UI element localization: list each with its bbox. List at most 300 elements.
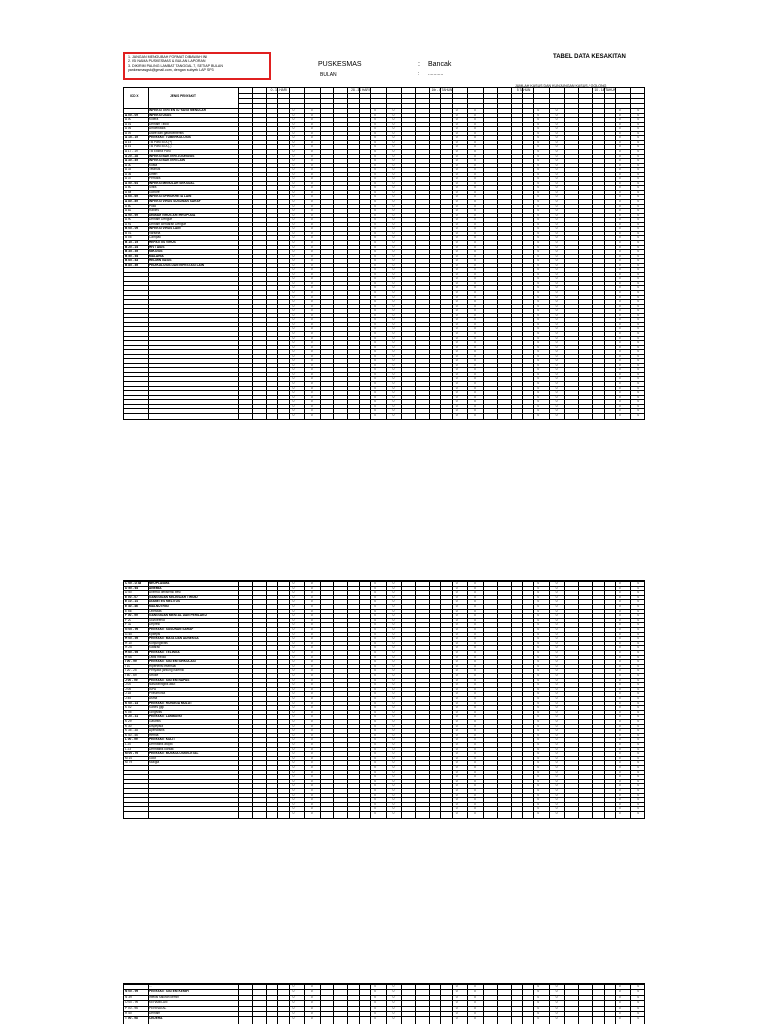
case-count-cell[interactable]: 0 (637, 696, 640, 700)
case-count-cell[interactable]: 0 (455, 108, 458, 112)
case-count-cell[interactable]: 0 (618, 199, 621, 203)
case-count-cell[interactable]: 0 (292, 394, 295, 399)
case-count-cell[interactable]: 0 (292, 668, 295, 673)
case-count-cell[interactable]: 0 (392, 385, 395, 390)
case-count-cell[interactable]: 0 (292, 108, 295, 112)
case-count-cell[interactable]: 0 (292, 303, 295, 308)
case-count-cell[interactable]: 0 (474, 792, 476, 797)
case-count-cell[interactable]: 0 (374, 130, 377, 135)
case-count-cell[interactable]: 0 (618, 162, 621, 167)
case-count-cell[interactable]: 0 (374, 258, 377, 263)
case-count-cell[interactable]: 0 (292, 235, 295, 240)
case-count-cell[interactable]: 0 (637, 253, 640, 258)
case-count-cell[interactable]: 0 (374, 1000, 377, 1005)
case-count-cell[interactable]: 0 (374, 604, 377, 608)
case-count-cell[interactable]: 0 (618, 112, 621, 117)
case-count-cell[interactable]: 0 (310, 185, 313, 190)
case-count-cell[interactable]: 0 (474, 249, 476, 254)
case-count-cell[interactable]: 0 (392, 673, 395, 677)
case-count-cell[interactable]: 0 (618, 303, 621, 308)
case-count-cell[interactable]: 0 (618, 797, 621, 802)
case-count-cell[interactable]: 0 (637, 276, 640, 281)
case-count-cell[interactable]: 0 (455, 645, 458, 650)
case-count-cell[interactable]: 0 (392, 312, 395, 317)
case-count-cell[interactable]: 0 (310, 126, 313, 131)
case-count-cell[interactable]: 0 (474, 362, 476, 367)
case-count-cell[interactable]: 0 (474, 627, 476, 631)
case-count-cell[interactable]: 0 (537, 171, 540, 176)
case-count-cell[interactable]: 0 (392, 126, 395, 131)
case-count-cell[interactable]: 0 (474, 751, 476, 756)
case-count-cell[interactable]: 0 (537, 235, 540, 240)
case-count-cell[interactable]: 0 (537, 677, 540, 682)
case-count-cell[interactable]: 0 (374, 686, 377, 691)
case-count-cell[interactable]: 0 (474, 330, 476, 335)
case-count-cell[interactable]: 0 (555, 194, 558, 199)
case-count-cell[interactable]: 0 (292, 390, 295, 395)
case-count-cell[interactable]: 0 (637, 148, 640, 153)
case-count-cell[interactable]: 0 (618, 381, 621, 385)
case-count-cell[interactable]: 0 (374, 408, 377, 413)
case-count-cell[interactable]: 0 (537, 585, 540, 590)
case-count-cell[interactable]: 0 (310, 371, 313, 376)
case-count-cell[interactable]: 0 (292, 112, 295, 117)
case-count-cell[interactable]: 0 (374, 144, 377, 149)
case-count-cell[interactable]: 0 (392, 212, 395, 217)
case-count-cell[interactable]: 0 (392, 290, 395, 294)
case-count-cell[interactable]: 0 (374, 645, 377, 650)
case-count-cell[interactable]: 0 (555, 700, 558, 705)
case-count-cell[interactable]: 0 (637, 171, 640, 176)
case-count-cell[interactable]: 0 (310, 594, 313, 599)
case-count-cell[interactable]: 0 (537, 700, 540, 705)
case-count-cell[interactable]: 0 (374, 403, 377, 408)
case-count-cell[interactable]: 0 (555, 783, 558, 788)
case-count-cell[interactable]: 0 (455, 153, 458, 158)
case-count-cell[interactable]: 0 (455, 631, 458, 636)
case-count-cell[interactable]: 0 (637, 340, 640, 345)
case-count-cell[interactable]: 0 (637, 806, 640, 811)
case-count-cell[interactable]: 0 (618, 723, 621, 728)
case-count-cell[interactable]: 0 (537, 737, 540, 742)
case-count-cell[interactable]: 0 (537, 385, 540, 390)
case-count-cell[interactable]: 0 (455, 203, 458, 208)
case-count-cell[interactable]: 0 (637, 719, 640, 723)
case-count-cell[interactable]: 0 (392, 358, 395, 363)
case-count-cell[interactable]: 0 (555, 599, 558, 604)
case-count-cell[interactable]: 0 (455, 412, 458, 417)
case-count-cell[interactable]: 0 (392, 139, 395, 144)
case-count-cell[interactable]: 0 (455, 650, 458, 654)
case-count-cell[interactable]: 0 (310, 330, 313, 335)
case-count-cell[interactable]: 0 (637, 751, 640, 756)
case-count-cell[interactable]: 0 (392, 627, 395, 631)
case-count-cell[interactable]: 0 (310, 199, 313, 203)
case-count-cell[interactable]: 0 (292, 317, 295, 322)
case-count-cell[interactable]: 0 (637, 394, 640, 399)
bulan-value[interactable]: ........... (428, 71, 444, 77)
case-count-cell[interactable]: 0 (618, 117, 621, 122)
case-count-cell[interactable]: 0 (455, 262, 458, 267)
case-count-cell[interactable]: 0 (537, 412, 540, 417)
case-count-cell[interactable]: 0 (555, 139, 558, 144)
case-count-cell[interactable]: 0 (555, 280, 558, 285)
case-count-cell[interactable]: 0 (618, 385, 621, 390)
case-count-cell[interactable]: 0 (618, 709, 621, 714)
case-count-cell[interactable]: 0 (392, 719, 395, 723)
case-count-cell[interactable]: 0 (310, 362, 313, 367)
case-count-cell[interactable]: 0 (455, 719, 458, 723)
case-count-cell[interactable]: 0 (455, 221, 458, 226)
case-count-cell[interactable]: 0 (292, 376, 295, 381)
case-count-cell[interactable]: 0 (637, 258, 640, 263)
case-count-cell[interactable]: 0 (455, 737, 458, 742)
case-count-cell[interactable]: 0 (310, 280, 313, 285)
case-count-cell[interactable]: 0 (455, 636, 458, 641)
case-count-cell[interactable]: 0 (292, 271, 295, 276)
case-count-cell[interactable]: 0 (618, 230, 621, 235)
case-count-cell[interactable]: 0 (537, 608, 540, 613)
case-count-cell[interactable]: 0 (374, 691, 377, 696)
case-count-cell[interactable]: 0 (555, 371, 558, 376)
case-count-cell[interactable]: 0 (392, 130, 395, 135)
case-count-cell[interactable]: 0 (310, 230, 313, 235)
case-count-cell[interactable]: 0 (537, 294, 540, 299)
case-count-cell[interactable]: 0 (474, 594, 476, 599)
case-count-cell[interactable]: 0 (374, 340, 377, 345)
case-count-cell[interactable]: 0 (537, 208, 540, 213)
case-count-cell[interactable]: 0 (374, 709, 377, 714)
case-count-cell[interactable]: 0 (292, 1000, 295, 1005)
case-count-cell[interactable]: 0 (537, 244, 540, 249)
case-count-cell[interactable]: 0 (555, 654, 558, 659)
case-count-cell[interactable]: 0 (374, 253, 377, 258)
case-count-cell[interactable]: 0 (537, 353, 540, 358)
case-count-cell[interactable]: 0 (537, 709, 540, 714)
case-count-cell[interactable]: 0 (374, 622, 377, 627)
case-count-cell[interactable]: 0 (555, 117, 558, 122)
case-count-cell[interactable]: 0 (618, 645, 621, 650)
case-count-cell[interactable]: 0 (637, 1005, 640, 1010)
case-count-cell[interactable]: 0 (618, 989, 621, 994)
case-count-cell[interactable]: 0 (474, 403, 476, 408)
case-count-cell[interactable]: 0 (474, 599, 476, 604)
case-count-cell[interactable]: 0 (310, 765, 313, 769)
case-count-cell[interactable]: 0 (310, 262, 313, 267)
case-count-cell[interactable]: 0 (474, 253, 476, 258)
case-count-cell[interactable]: 0 (474, 317, 476, 322)
case-count-cell[interactable]: 0 (637, 760, 640, 765)
case-count-cell[interactable]: 0 (455, 788, 458, 792)
case-count-cell[interactable]: 0 (310, 112, 313, 117)
case-count-cell[interactable]: 0 (310, 604, 313, 608)
case-count-cell[interactable]: 0 (455, 199, 458, 203)
case-count-cell[interactable]: 0 (392, 1005, 395, 1010)
case-count-cell[interactable]: 0 (374, 811, 377, 815)
case-count-cell[interactable]: 0 (292, 686, 295, 691)
case-count-cell[interactable]: 0 (474, 371, 476, 376)
case-count-cell[interactable]: 0 (474, 167, 476, 172)
case-count-cell[interactable]: 0 (555, 326, 558, 331)
case-count-cell[interactable]: 0 (555, 590, 558, 595)
case-count-cell[interactable]: 0 (618, 673, 621, 677)
case-count-cell[interactable]: 0 (392, 390, 395, 395)
case-count-cell[interactable]: 0 (618, 148, 621, 153)
case-count-cell[interactable]: 0 (618, 367, 621, 372)
case-count-cell[interactable]: 0 (292, 226, 295, 231)
case-count-cell[interactable]: 0 (310, 994, 313, 999)
case-count-cell[interactable]: 0 (618, 221, 621, 226)
case-count-cell[interactable]: 0 (618, 208, 621, 213)
case-count-cell[interactable]: 0 (618, 806, 621, 811)
case-count-cell[interactable]: 0 (474, 285, 476, 290)
case-count-cell[interactable]: 0 (392, 1016, 395, 1021)
case-count-cell[interactable]: 0 (618, 1000, 621, 1005)
case-count-cell[interactable]: 0 (537, 408, 540, 413)
case-count-cell[interactable]: 0 (618, 696, 621, 700)
case-count-cell[interactable]: 0 (637, 353, 640, 358)
case-count-cell[interactable]: 0 (555, 180, 558, 185)
case-count-cell[interactable]: 0 (537, 308, 540, 313)
case-count-cell[interactable]: 0 (374, 344, 377, 349)
case-count-cell[interactable]: 0 (392, 235, 395, 240)
case-count-cell[interactable]: 0 (292, 714, 295, 719)
case-count-cell[interactable]: 0 (310, 617, 313, 622)
case-count-cell[interactable]: 0 (374, 267, 377, 272)
case-count-cell[interactable]: 0 (537, 335, 540, 340)
case-count-cell[interactable]: 0 (374, 989, 377, 994)
case-count-cell[interactable]: 0 (310, 385, 313, 390)
case-count-cell[interactable]: 0 (292, 613, 295, 618)
case-count-cell[interactable]: 0 (555, 613, 558, 618)
case-count-cell[interactable]: 0 (310, 399, 313, 404)
case-count-cell[interactable]: 0 (310, 180, 313, 185)
case-count-cell[interactable]: 0 (392, 585, 395, 590)
case-count-cell[interactable]: 0 (455, 321, 458, 326)
case-count-cell[interactable]: 0 (555, 158, 558, 163)
case-count-cell[interactable]: 0 (310, 244, 313, 249)
case-count-cell[interactable]: 0 (555, 153, 558, 158)
case-count-cell[interactable]: 0 (555, 755, 558, 760)
case-count-cell[interactable]: 0 (637, 290, 640, 294)
case-count-cell[interactable]: 0 (555, 608, 558, 613)
case-count-cell[interactable]: 0 (392, 677, 395, 682)
case-count-cell[interactable]: 0 (618, 217, 621, 222)
case-count-cell[interactable]: 0 (555, 176, 558, 181)
case-count-cell[interactable]: 0 (555, 792, 558, 797)
case-count-cell[interactable]: 0 (310, 581, 313, 585)
case-count-cell[interactable]: 0 (474, 604, 476, 608)
case-count-cell[interactable]: 0 (455, 622, 458, 627)
case-count-cell[interactable]: 0 (637, 613, 640, 618)
case-count-cell[interactable]: 0 (392, 308, 395, 313)
case-count-cell[interactable]: 0 (537, 326, 540, 331)
case-count-cell[interactable]: 0 (455, 258, 458, 263)
case-count-cell[interactable]: 0 (392, 700, 395, 705)
case-count-cell[interactable]: 0 (537, 344, 540, 349)
case-count-cell[interactable]: 0 (374, 627, 377, 631)
case-count-cell[interactable]: 0 (292, 700, 295, 705)
case-count-cell[interactable]: 0 (637, 585, 640, 590)
case-count-cell[interactable]: 0 (537, 153, 540, 158)
case-count-cell[interactable]: 0 (392, 121, 395, 126)
case-count-cell[interactable]: 0 (392, 1011, 395, 1015)
case-count-cell[interactable]: 0 (292, 705, 295, 710)
case-count-cell[interactable]: 0 (637, 308, 640, 313)
case-count-cell[interactable]: 0 (618, 636, 621, 641)
case-count-cell[interactable]: 0 (310, 622, 313, 627)
case-count-cell[interactable]: 0 (392, 180, 395, 185)
case-count-cell[interactable]: 0 (310, 608, 313, 613)
case-count-cell[interactable]: 0 (455, 590, 458, 595)
case-count-cell[interactable]: 0 (618, 362, 621, 367)
case-count-cell[interactable]: 0 (537, 399, 540, 404)
case-count-cell[interactable]: 0 (374, 280, 377, 285)
case-count-cell[interactable]: 0 (392, 403, 395, 408)
case-count-cell[interactable]: 0 (455, 399, 458, 404)
case-count-cell[interactable]: 0 (537, 230, 540, 235)
case-count-cell[interactable]: 0 (537, 774, 540, 779)
case-count-cell[interactable]: 0 (374, 299, 377, 304)
case-count-cell[interactable]: 0 (374, 326, 377, 331)
case-count-cell[interactable]: 0 (292, 148, 295, 153)
case-count-cell[interactable]: 0 (310, 755, 313, 760)
case-count-cell[interactable]: 0 (474, 126, 476, 131)
case-count-cell[interactable]: 0 (637, 797, 640, 802)
case-count-cell[interactable]: 0 (637, 765, 640, 769)
case-count-cell[interactable]: 0 (310, 267, 313, 272)
case-count-cell[interactable]: 0 (637, 285, 640, 290)
case-count-cell[interactable]: 0 (474, 631, 476, 636)
case-count-cell[interactable]: 0 (374, 371, 377, 376)
case-count-cell[interactable]: 0 (555, 221, 558, 226)
case-count-cell[interactable]: 0 (455, 801, 458, 806)
case-count-cell[interactable]: 0 (637, 326, 640, 331)
case-count-cell[interactable]: 0 (310, 162, 313, 167)
case-count-cell[interactable]: 0 (537, 673, 540, 677)
case-count-cell[interactable]: 0 (474, 299, 476, 304)
case-count-cell[interactable]: 0 (637, 126, 640, 131)
case-count-cell[interactable]: 0 (637, 294, 640, 299)
case-count-cell[interactable]: 0 (392, 783, 395, 788)
case-count-cell[interactable]: 0 (392, 148, 395, 153)
case-count-cell[interactable]: 0 (374, 774, 377, 779)
case-count-cell[interactable]: 0 (618, 285, 621, 290)
case-count-cell[interactable]: 0 (392, 271, 395, 276)
case-count-cell[interactable]: 0 (310, 696, 313, 700)
case-count-cell[interactable]: 0 (537, 130, 540, 135)
case-count-cell[interactable]: 0 (537, 217, 540, 222)
case-count-cell[interactable]: 0 (618, 622, 621, 627)
case-count-cell[interactable]: 0 (555, 381, 558, 385)
case-count-cell[interactable]: 0 (392, 774, 395, 779)
case-count-cell[interactable]: 0 (374, 249, 377, 254)
case-count-cell[interactable]: 0 (637, 185, 640, 190)
case-count-cell[interactable]: 0 (637, 226, 640, 231)
case-count-cell[interactable]: 0 (310, 742, 313, 746)
case-count-cell[interactable]: 0 (455, 167, 458, 172)
case-count-cell[interactable]: 0 (537, 349, 540, 354)
case-count-cell[interactable]: 0 (392, 723, 395, 728)
case-count-cell[interactable]: 0 (555, 645, 558, 650)
case-count-cell[interactable]: 0 (637, 194, 640, 199)
case-count-cell[interactable]: 0 (537, 135, 540, 140)
case-count-cell[interactable]: 0 (474, 399, 476, 404)
case-count-cell[interactable]: 0 (537, 176, 540, 181)
case-count-cell[interactable]: 0 (310, 194, 313, 199)
case-count-cell[interactable]: 0 (292, 367, 295, 372)
case-count-cell[interactable]: 0 (374, 668, 377, 673)
case-count-cell[interactable]: 0 (637, 742, 640, 746)
case-count-cell[interactable]: 0 (374, 742, 377, 746)
case-count-cell[interactable]: 0 (310, 778, 313, 783)
case-count-cell[interactable]: 0 (292, 663, 295, 668)
case-count-cell[interactable]: 0 (637, 755, 640, 760)
case-count-cell[interactable]: 0 (555, 797, 558, 802)
case-count-cell[interactable]: 0 (618, 788, 621, 792)
case-count-cell[interactable]: 0 (310, 613, 313, 618)
case-count-cell[interactable]: 0 (474, 585, 476, 590)
case-count-cell[interactable]: 0 (392, 760, 395, 765)
case-count-cell[interactable]: 0 (392, 330, 395, 335)
case-count-cell[interactable]: 0 (618, 262, 621, 267)
case-count-cell[interactable]: 0 (537, 788, 540, 792)
case-count-cell[interactable]: 0 (455, 249, 458, 254)
case-count-cell[interactable]: 0 (292, 691, 295, 696)
case-count-cell[interactable]: 0 (292, 994, 295, 999)
case-count-cell[interactable]: 0 (474, 271, 476, 276)
case-count-cell[interactable]: 0 (618, 267, 621, 272)
case-count-cell[interactable]: 0 (392, 267, 395, 272)
case-count-cell[interactable]: 0 (310, 585, 313, 590)
case-count-cell[interactable]: 0 (374, 176, 377, 181)
case-count-cell[interactable]: 0 (618, 719, 621, 723)
case-count-cell[interactable]: 0 (537, 212, 540, 217)
case-count-cell[interactable]: 0 (555, 235, 558, 240)
case-count-cell[interactable]: 0 (555, 604, 558, 608)
case-count-cell[interactable]: 0 (618, 631, 621, 636)
case-count-cell[interactable]: 0 (374, 581, 377, 585)
case-count-cell[interactable]: 0 (455, 185, 458, 190)
case-count-cell[interactable]: 0 (455, 742, 458, 746)
case-count-cell[interactable]: 0 (292, 742, 295, 746)
case-count-cell[interactable]: 0 (455, 180, 458, 185)
case-count-cell[interactable]: 0 (455, 335, 458, 340)
case-count-cell[interactable]: 0 (292, 312, 295, 317)
case-count-cell[interactable]: 0 (637, 262, 640, 267)
case-count-cell[interactable]: 0 (537, 317, 540, 322)
case-count-cell[interactable]: 0 (292, 650, 295, 654)
case-count-cell[interactable]: 0 (374, 714, 377, 719)
case-count-cell[interactable]: 0 (455, 130, 458, 135)
case-count-cell[interactable]: 0 (392, 765, 395, 769)
case-count-cell[interactable]: 0 (310, 769, 313, 774)
case-count-cell[interactable]: 0 (374, 673, 377, 677)
case-count-cell[interactable]: 0 (555, 399, 558, 404)
case-count-cell[interactable]: 0 (374, 358, 377, 363)
case-count-cell[interactable]: 0 (374, 208, 377, 213)
case-count-cell[interactable]: 0 (292, 792, 295, 797)
case-count-cell[interactable]: 0 (537, 640, 540, 645)
case-count-cell[interactable]: 0 (555, 130, 558, 135)
case-count-cell[interactable]: 0 (618, 714, 621, 719)
case-count-cell[interactable]: 0 (392, 742, 395, 746)
case-count-cell[interactable]: 0 (392, 801, 395, 806)
case-count-cell[interactable]: 0 (555, 622, 558, 627)
case-count-cell[interactable]: 0 (537, 645, 540, 650)
case-count-cell[interactable]: 0 (292, 590, 295, 595)
case-count-cell[interactable]: 0 (537, 604, 540, 608)
